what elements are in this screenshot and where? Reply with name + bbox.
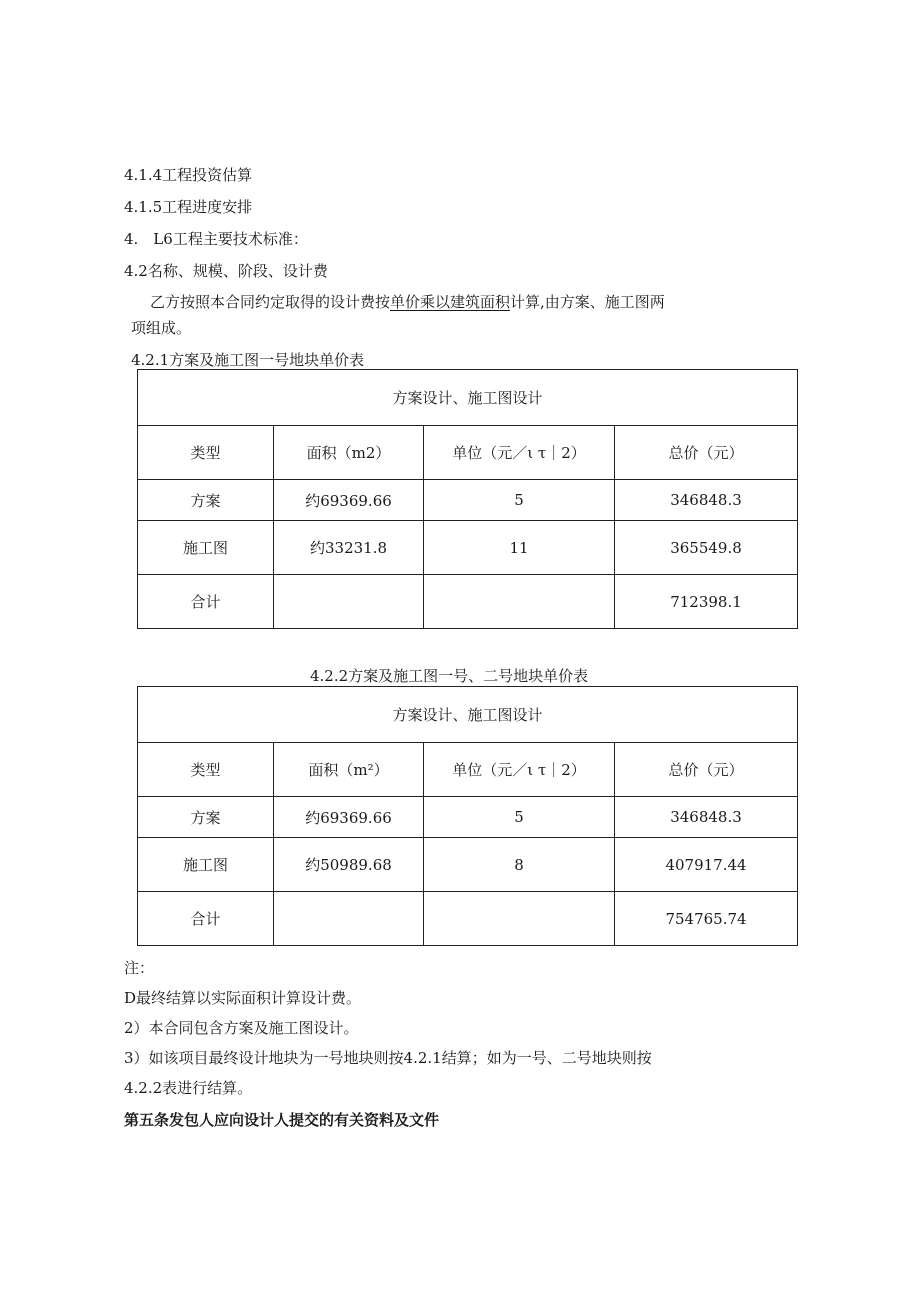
table-cell: 施工图 bbox=[138, 521, 274, 575]
unit-price-table-2 bbox=[137, 686, 798, 946]
table-cell: 346848.3 bbox=[615, 797, 798, 838]
table-cell: 11 bbox=[424, 521, 615, 575]
fee-paragraph-line2: 项组成。 bbox=[131, 319, 192, 337]
table-cell: 约69369.66 bbox=[274, 480, 424, 521]
note-1: D最终结算以实际面积计算设计费。 bbox=[124, 989, 362, 1007]
table2-caption: 4.2.2方案及施工图一号、二号地块单价表 bbox=[310, 667, 589, 685]
table1-header-total: 总价（元） bbox=[615, 426, 798, 480]
table-cell bbox=[274, 892, 424, 946]
table-cell: 712398.1 bbox=[615, 575, 798, 629]
table-cell: 合计 bbox=[138, 575, 274, 629]
table-cell: 施工图 bbox=[138, 838, 274, 892]
table2-header-total: 总价（元） bbox=[615, 743, 798, 797]
table-cell: 5 bbox=[424, 797, 615, 838]
item-4-1-4: 4.1.4工程投资估算 bbox=[124, 166, 253, 184]
item-4-2: 4.2名称、规模、阶段、设计费 bbox=[124, 262, 328, 280]
table-cell: 方案 bbox=[138, 797, 274, 838]
table-cell: 约33231.8 bbox=[274, 521, 424, 575]
table1-header-unit: 单位（元／ι τ｜2） bbox=[424, 426, 615, 480]
section-heading: 第五条发包人应向设计人提交的有关资料及文件 bbox=[124, 1111, 440, 1129]
table2-header-area: 面积（m²） bbox=[274, 743, 424, 797]
notes-label: 注： bbox=[124, 959, 155, 977]
unit-price-table-1 bbox=[137, 369, 798, 629]
table2-title: 方案设计、施工图设计 bbox=[138, 687, 798, 743]
fee-paragraph-after: 计算,由方案、施工图两 bbox=[510, 293, 665, 311]
table-cell: 约50989.68 bbox=[274, 838, 424, 892]
note-2: 2）本合同包含方案及施工图设计。 bbox=[124, 1019, 359, 1037]
table-cell: 5 bbox=[424, 480, 615, 521]
table-cell: 365549.8 bbox=[615, 521, 798, 575]
table-cell: 方案 bbox=[138, 480, 274, 521]
table-cell: 合计 bbox=[138, 892, 274, 946]
table2-header-type: 类型 bbox=[138, 743, 274, 797]
table-cell: 约69369.66 bbox=[274, 797, 424, 838]
table-cell bbox=[274, 575, 424, 629]
table-cell bbox=[424, 892, 615, 946]
table-cell: 346848.3 bbox=[615, 480, 798, 521]
fee-paragraph bbox=[150, 292, 665, 312]
note-3-cont: 4.2.2表进行结算。 bbox=[124, 1079, 253, 1097]
table1-header-area: 面积（m2） bbox=[274, 426, 424, 480]
fee-paragraph-before: 乙方按照本合同约定取得的设计费按 bbox=[150, 293, 391, 311]
item-4-1-5: 4.1.5工程进度安排 bbox=[124, 198, 253, 216]
table-cell: 8 bbox=[424, 838, 615, 892]
table-cell: 754765.74 bbox=[615, 892, 798, 946]
note-3: 3）如该项目最终设计地块为一号地块则按4.2.1结算；如为一号、二号地块则按 bbox=[124, 1049, 652, 1067]
fee-paragraph-underlined: 单价乘以建筑面积 bbox=[390, 293, 511, 311]
table-cell bbox=[424, 575, 615, 629]
item-4-1-6: 4. L6工程主要技术标准： bbox=[124, 230, 308, 248]
table1-header-type: 类型 bbox=[138, 426, 274, 480]
table1-caption: 4.2.1方案及施工图一号地块单价表 bbox=[131, 351, 365, 369]
table1-title: 方案设计、施工图设计 bbox=[138, 370, 798, 426]
table-cell: 407917.44 bbox=[615, 838, 798, 892]
table2-header-unit: 单位（元／ι τ｜2） bbox=[424, 743, 615, 797]
